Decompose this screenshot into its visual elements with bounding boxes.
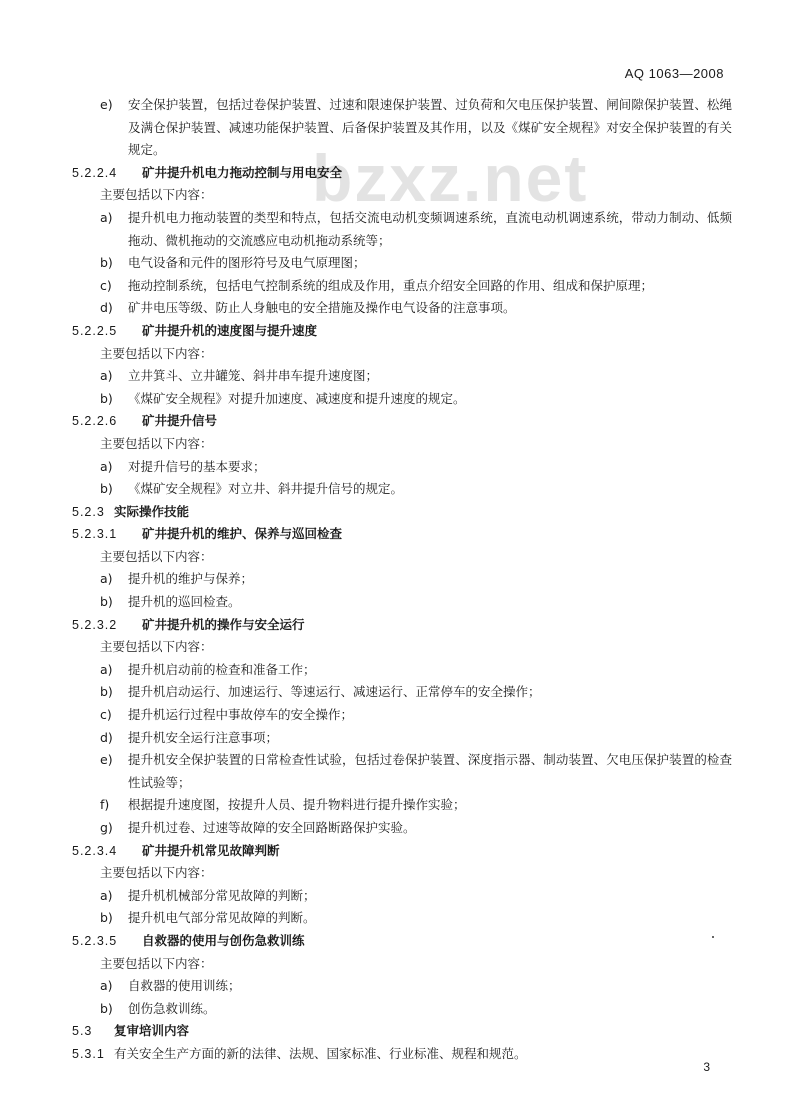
section-intro: 主要包括以下内容： <box>100 345 213 361</box>
watermark: bzxz.net <box>312 141 589 215</box>
section-intro: 主要包括以下内容： <box>100 639 213 655</box>
item-text: 提升机机械部分常见故障的判断； <box>128 887 316 903</box>
section-number: 5.2.3 <box>72 504 105 519</box>
section-number: 5.2.3.1 <box>72 527 118 542</box>
list-item <box>72 456 732 479</box>
section-title: 矿井提升机的操作与安全运行 <box>142 616 305 632</box>
item-text: 自救器的使用训练； <box>128 978 241 994</box>
section-heading-53 <box>72 1020 732 1043</box>
item-text: 提升机电气部分常见故障的判断。 <box>128 910 316 926</box>
item-label: a) <box>100 458 113 474</box>
clause-text: 有关安全生产方面的新的法律、法规、国家标准、行业标准、规程和规范。 <box>114 1045 527 1061</box>
section-number: 5.3.1 <box>72 1046 105 1061</box>
item-label: d) <box>100 729 113 745</box>
list-item <box>72 568 732 591</box>
list-item <box>72 998 732 1021</box>
item-label: b) <box>100 684 113 700</box>
item-text: 提升机电力拖动装置的类型和特点，包括交流电动机变频调速系统，直流电动机调速系统，带动力制动、低频拖动、微机拖动的交流感应电动机拖动系统等； <box>128 209 732 248</box>
item-label: f) <box>100 797 110 813</box>
list-item <box>72 207 732 252</box>
item-text: 提升机的巡回检查。 <box>128 594 241 610</box>
item-label: a) <box>100 887 113 903</box>
section-title: 矿井提升机电力拖动控制与用电安全 <box>142 164 343 180</box>
list-item <box>72 275 732 298</box>
item-text: 根据提升速度图，按提升人员、提升物料进行提升操作实验； <box>128 797 466 813</box>
section-heading-5231 <box>72 523 732 546</box>
item-text: 创伤急救训练。 <box>128 1000 216 1016</box>
section-number: 5.2.2.6 <box>72 414 118 429</box>
clause-531 <box>72 1043 732 1066</box>
list-item <box>72 975 732 998</box>
section-number: 5.2.2.4 <box>72 165 118 180</box>
section-title: 矿井提升信号 <box>142 413 218 429</box>
section-heading-523 <box>72 501 732 524</box>
section-intro: 主要包括以下内容： <box>100 548 213 564</box>
section-number: 5.2.3.2 <box>72 617 118 632</box>
list-item <box>72 817 732 840</box>
item-label: g) <box>100 820 113 835</box>
item-text: 提升机启动前的检查和准备工作； <box>128 661 316 677</box>
section-title: 实际操作技能 <box>114 503 190 519</box>
section-heading-5235 <box>72 930 732 953</box>
item-text: 提升机安全保护装置的日常检查性试验，包括过卷保护装置、深度指示器、制动装置、欠电压保护装置的检查性试验等； <box>128 752 732 790</box>
item-label: d) <box>100 300 113 316</box>
document-body <box>72 94 732 1066</box>
item-text: 立井箕斗、立井罐笼、斜井串车提升速度图； <box>128 368 379 384</box>
item-label: b) <box>100 255 113 271</box>
section-title: 复审培训内容 <box>114 1023 190 1039</box>
section-number: 5.2.3.4 <box>72 843 118 858</box>
list-item <box>72 478 732 501</box>
list-item <box>72 794 732 817</box>
section-number: 5.2.2.5 <box>72 323 118 338</box>
scan-speck <box>712 936 714 938</box>
item-text: 提升机的维护与保养； <box>128 571 254 587</box>
section-title: 矿井提升机的速度图与提升速度 <box>142 322 318 338</box>
section-number: 5.3 <box>72 1024 93 1039</box>
item-label: a) <box>100 978 113 994</box>
item-text: 提升机启动运行、加速运行、等速运行、减速运行、正常停车的安全操作； <box>128 684 541 700</box>
item-text: 对提升信号的基本要求； <box>128 458 266 474</box>
list-item <box>72 749 732 794</box>
list-item <box>72 704 732 727</box>
item-label: a) <box>100 209 113 225</box>
item-label: a) <box>100 368 113 384</box>
section-intro: 主要包括以下内容： <box>100 865 213 881</box>
item-label: c) <box>100 707 112 723</box>
list-item <box>72 365 732 388</box>
item-label: b) <box>100 481 113 497</box>
item-text: 提升机过卷、过速等故障的安全回路断路保护实验。 <box>128 820 416 835</box>
item-text: 提升机安全运行注意事项； <box>128 729 279 745</box>
list-item <box>72 252 732 275</box>
section-heading-5234 <box>72 840 732 863</box>
item-text: 《煤矿安全规程》对立井、斜井提升信号的规定。 <box>128 481 404 497</box>
item-text: 矿井电压等级、防止人身触电的安全措施及操作电气设备的注意事项。 <box>128 300 516 316</box>
item-label: b) <box>100 594 113 610</box>
item-text: 拖动控制系统，包括电气控制系统的组成及作用，重点介绍安全回路的作用、组成和保护原理； <box>128 277 654 293</box>
list-item <box>72 727 732 750</box>
item-label: e) <box>100 752 113 768</box>
section-title: 自救器的使用与创伤急救训练 <box>142 932 305 948</box>
list-item <box>72 907 732 930</box>
section-heading-5232 <box>72 614 732 637</box>
list-item <box>72 681 732 704</box>
standard-number: AQ 1063—2008 <box>624 66 724 81</box>
item-text: 电气设备和元件的图形符号及电气原理图； <box>128 255 366 271</box>
item-label: e) <box>100 97 113 112</box>
list-item <box>72 94 732 162</box>
item-label: c) <box>100 277 112 293</box>
item-text: 提升机运行过程中事故停车的安全操作； <box>128 707 354 723</box>
section-intro: 主要包括以下内容： <box>100 955 213 971</box>
item-label: b) <box>100 910 113 926</box>
list-item <box>72 885 732 908</box>
list-item <box>72 297 732 320</box>
list-item <box>72 591 732 614</box>
section-title: 矿井提升机常见故障判断 <box>142 842 280 858</box>
item-label: a) <box>100 571 113 587</box>
item-text: 安全保护装置，包括过卷保护装置、过速和限速保护装置、过负荷和欠电压保护装置、闸间隙保护装置、松绳及满仓保护装置、减速功能保护装置、后备保护装置及其作用，以及《煤矿安全规程》对安全保护装置的有关规定。 <box>128 97 732 158</box>
section-intro: 主要包括以下内容： <box>100 187 213 203</box>
list-item <box>72 659 732 682</box>
section-heading-5224 <box>72 162 732 185</box>
list-item <box>72 388 732 411</box>
section-intro: 主要包括以下内容： <box>100 435 213 451</box>
item-label: b) <box>100 1000 113 1016</box>
section-heading-5225 <box>72 320 732 343</box>
section-number: 5.2.3.5 <box>72 933 118 948</box>
item-text: 《煤矿安全规程》对提升加速度、减速度和提升速度的规定。 <box>128 390 466 406</box>
section-heading-5226 <box>72 410 732 433</box>
item-label: b) <box>100 390 113 406</box>
page-number: 3 <box>703 1060 710 1074</box>
item-label: a) <box>100 661 113 677</box>
section-title: 矿井提升机的维护、保养与巡回检查 <box>142 526 343 542</box>
